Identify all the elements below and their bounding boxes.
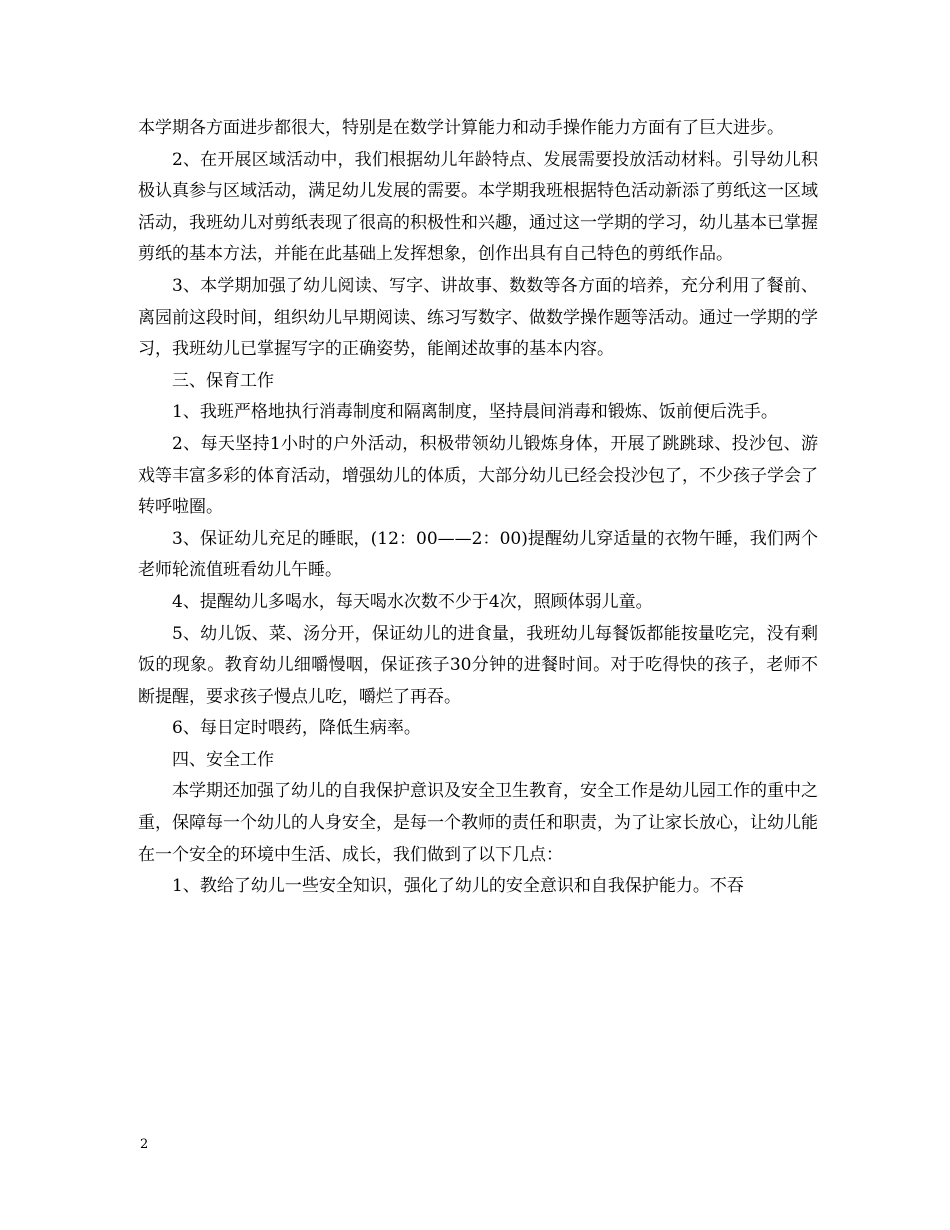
section-heading-care-work: 三、保育工作 [172,370,274,391]
document-body [138,113,818,903]
section-heading-safety-work: 四、安全工作 [172,749,274,770]
paragraph-disinfection: 1、我班严格地执行消毒制度和隔离制度，坚持晨间消毒和锻炼、饭前便后洗手。 [172,402,778,423]
paragraph-safety-intro: 本学期还加强了幼儿的自我保护意识及安全卫生教育，安全工作是幼儿园工作的重中之重，保障每一个幼儿的人身安全，是每一个教师的责任和职责，为了让家长放心，让幼儿能在一个安全的环境中生活、成长，我们做到了以下几点： [138,781,818,865]
paragraph-reading-writing: 3、本学期加强了幼儿阅读、写字、讲故事、数数等各方面的培养，充分利用了餐前、离园前这段时间，组织幼儿早期阅读、练习写数字、做数学操作题等活动。通过一学期的学习，我班幼儿已掌握写字的正确姿势，能阐述故事的基本内容。 [138,275,818,360]
paragraph-outdoor-activities: 2、每天坚持1小时的户外活动，积极带领幼儿锻炼身体，开展了跳跳球、投沙包、游戏等丰富多彩的体育活动，增强幼儿的体质，大部分幼儿已经会投沙包了，不少孩子学会了转呼啦圈。 [138,433,818,518]
paragraph-meals: 5、幼儿饭、菜、汤分开，保证幼儿的进食量，我班幼儿每餐饭都能按量吃完，没有剩饭的现象。教育幼儿细嚼慢咽，保证孩子30分钟的进餐时间。对于吃得快的孩子，老师不断提醒，要求孩子慢点儿吃，嚼烂了再吞。 [138,623,818,707]
paragraph-sleep: 3、保证幼儿充足的睡眠，(12：00——2：00)提醒幼儿穿适量的衣物午睡，我们两个老师轮流值班看幼儿午睡。 [138,528,818,581]
page-number: 2 [140,1137,149,1152]
paragraph-continuation: 本学期各方面进步都很大，特别是在数学计算能力和动手操作能力方面有了巨大进步。 [138,118,784,138]
paragraph-drinking-water: 4、提醒幼儿多喝水，每天喝水次数不少于4次，照顾体弱儿童。 [172,591,653,612]
paragraph-medicine: 6、每日定时喂药，降低生病率。 [172,718,421,739]
paragraph-safety-knowledge: 1、教给了幼儿一些安全知识，强化了幼儿的安全意识和自我保护能力。不吞 [172,876,744,897]
paragraph-regional-activities: 2、在开展区域活动中，我们根据幼儿年龄特点、发展需要投放活动材料。引导幼儿积极认真参与区域活动，满足幼儿发展的需要。本学期我班根据特色活动新添了剪纸这一区域活动，我班幼儿对剪纸表现了很高的积极性和兴趣，通过这一学期的学习，幼儿基本已掌握剪纸的基本方法，并能在此基础上发挥想象，创作出具有自己特色的剪纸作品。 [138,149,818,265]
